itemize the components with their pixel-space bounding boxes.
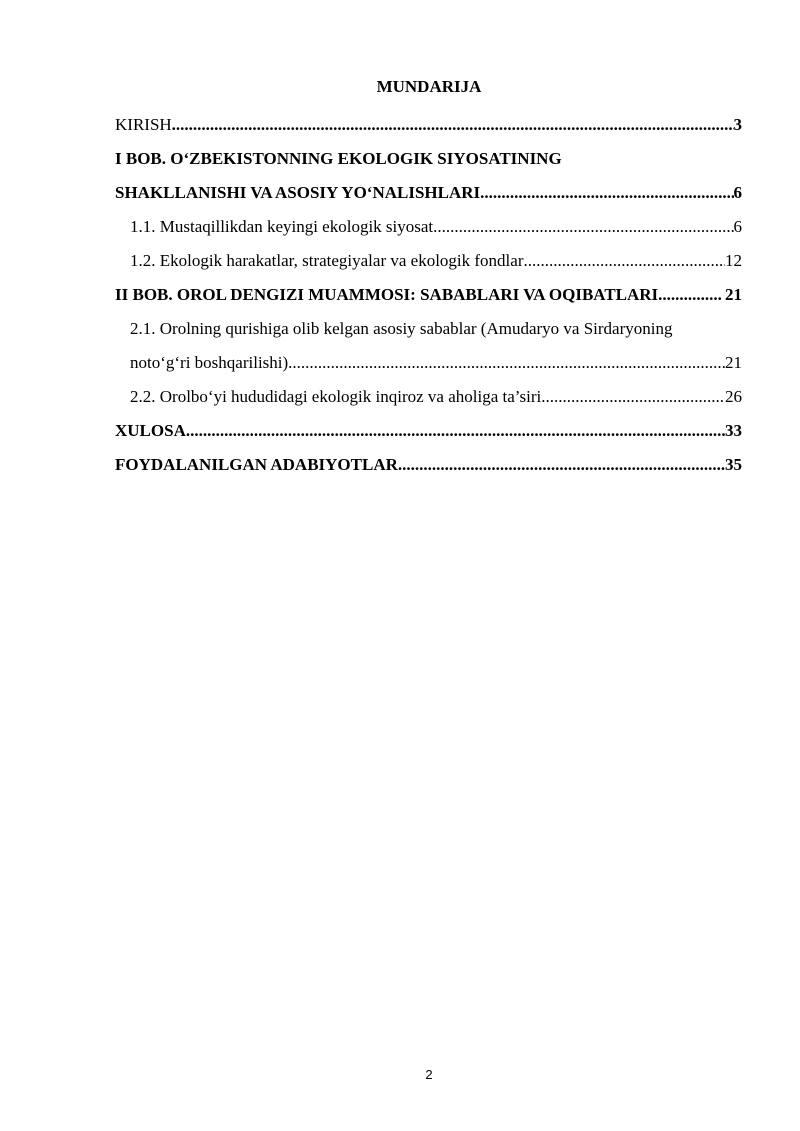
toc-entry-page: 33 [725,421,742,440]
toc-entry-text: 1.2. Ekologik harakatlar, strategiyalar va ekologik fondlar [130,251,524,270]
toc-entry-page: 6 [733,217,742,236]
toc-entry-text: II BOB. OROL DENGIZI MUAMMOSI: SABABLARI VA OQIBATLARI [115,285,659,304]
table-of-contents [115,108,742,482]
leader-dots [480,176,733,210]
leader-dots [186,414,725,448]
toc-entry-section-1-2 [115,244,742,278]
leader-dots [172,108,734,142]
leader-dots [433,210,733,244]
toc-entry-text: 2.2. Orolbo‘yi hududidagi ekologik inqiroz va aholiga ta’siri [130,387,542,406]
toc-entry-text: 1.1. Mustaqillikdan keyingi ekologik siyosat [130,217,434,236]
toc-entry-page: 35 [725,455,742,474]
toc-entry-text-line1: 2.1. Orolning qurishiga olib kelgan asosiy sabablar (Amudaryo va Sirdaryoning [130,319,673,338]
toc-entry-references [115,448,742,482]
toc-entry-chapter-1 [115,142,742,210]
toc-entry-page: 12 [725,251,742,270]
toc-entry-xulosa [115,414,742,448]
leader-dots [524,244,726,278]
toc-title: MUNDARIJA [376,77,482,96]
leader-dots [658,278,721,312]
toc-entry-page: 6 [733,183,742,202]
toc-entry-text: noto‘g‘ri boshqarilishi) [130,353,289,372]
toc-entry-text: KIRISH [115,115,172,134]
toc-entry-text: FOYDALANILGAN ADABIYOTLAR [115,455,398,474]
toc-entry-page: 26 [725,387,742,406]
toc-entry-page: 21 [725,285,742,304]
toc-entry-page: 21 [725,353,742,372]
toc-entry-text: XULOSA [115,421,186,440]
toc-entry-text-line1: I BOB. O‘ZBEKISTONNING EKOLOGIK SIYOSATINING [115,149,562,168]
toc-entry-chapter-2 [115,278,742,312]
toc-entry-section-1-1 [115,210,742,244]
leader-dots [288,346,725,380]
toc-entry-kirish [115,108,742,142]
leader-dots [541,380,725,414]
toc-entry-page: 3 [733,115,742,134]
toc-entry-text: SHAKLLANISHI VA ASOSIY YO‘NALISHLARI [115,183,481,202]
toc-entry-section-2-1 [115,312,742,380]
toc-entry-section-2-2 [115,380,742,414]
page-number: 2 [425,1067,433,1082]
leader-dots [398,448,725,482]
